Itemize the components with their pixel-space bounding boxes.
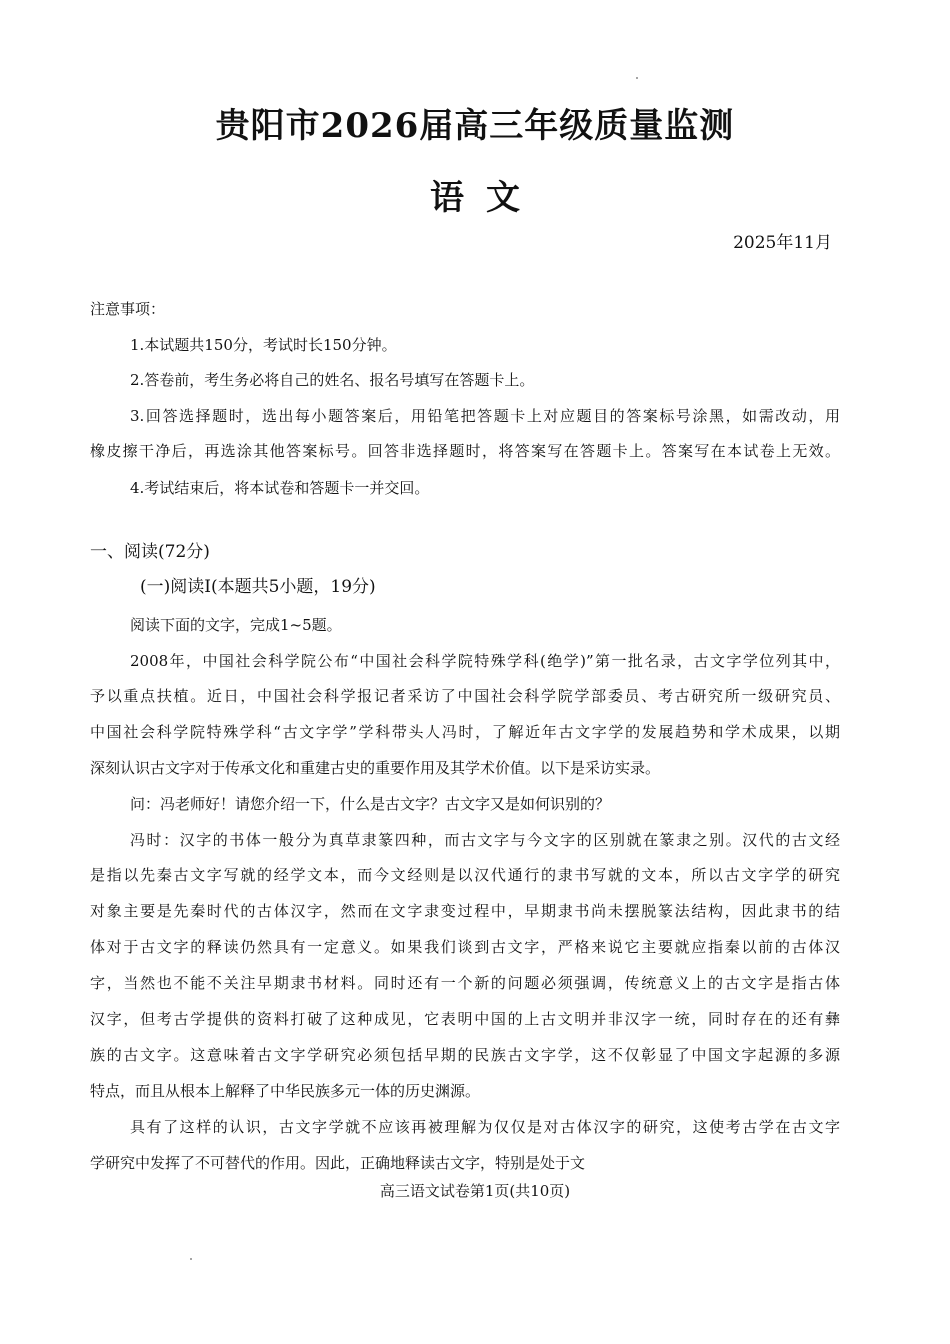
interview-answer-line-4: 体对于古文字的释读仍然具有一定意义。如果我们谈到古文字，严格来说它主要就应指秦以前的古体汉 — [90, 938, 840, 956]
passage-p1-line-3: 中国社会科学院特殊学科“古文字学”学科带头人冯时，了解近年古文字学的发展趋势和学术成果，以期 — [90, 723, 840, 741]
scan-speck-bottom — [190, 1258, 192, 1260]
passage-p2-line-1: 具有了这样的认识，古文字学就不应该再被理解为仅仅是对古体汉字的研究，这使考古学在古文字 — [130, 1118, 840, 1136]
notice-item-2: 2.答卷前，考生务必将自己的姓名、报名号填写在答题卡上。 — [130, 371, 535, 389]
section-heading: 一、阅读(72分) — [90, 542, 210, 562]
interview-answer-line-7: 族的古文字。这意味着古文字学研究必须包括早期的民族古文字学，这不仅彰显了中国文字起源的多源 — [90, 1046, 840, 1064]
exam-date: 2025年11月 — [733, 233, 832, 253]
interview-answer-line-2: 是指以先秦古文字写就的经学文本，而今文经则是以汉代通行的隶书写就的文本，所以古文字学的研究 — [90, 866, 840, 884]
notice-item-3-line-1: 3.回答选择题时，选出每小题答案后，用铅笔把答题卡上对应题目的答案标号涂黑，如需改动，用 — [130, 407, 840, 425]
interview-question-1: 问：冯老师好！请您介绍一下，什么是古文字？古文字又是如何识别的？ — [130, 795, 611, 813]
passage-p1-line-4: 深刻认识古文字对于传承文化和重建古史的重要作用及其学术价值。以下是采访实录。 — [90, 759, 661, 777]
exam-title: 贵阳市2026届高三年级质量监测 — [215, 106, 735, 146]
notice-item-4: 4.考试结束后，将本试卷和答题卡一并交回。 — [130, 479, 430, 497]
reading-instruction: 阅读下面的文字，完成1~5题。 — [130, 616, 342, 634]
interview-answer-line-3: 对象主要是先秦时代的古体汉字，然而在文字隶变过程中，早期隶书尚未摆脱篆法结构，因此隶书的结 — [90, 902, 840, 920]
interview-answer-line-8: 特点，而且从根本上解释了中华民族多元一体的历史渊源。 — [90, 1082, 481, 1100]
notice-heading: 注意事项： — [90, 300, 166, 318]
section-subheading: (一)阅读Ⅰ(本题共5小题，19分) — [140, 577, 376, 597]
interview-answer-line-5: 字，当然也不能不关注早期隶书材料。同时还有一个新的问题必须强调，传统意义上的古文字是指古体 — [90, 974, 840, 992]
scan-speck-top — [636, 77, 638, 79]
notice-item-1: 1.本试题共150分，考试时长150分钟。 — [130, 336, 397, 354]
notice-item-3-line-2: 橡皮擦干净后，再选涂其他答案标号。回答非选择题时，将答案写在答题卡上。答案写在本试卷上无效。 — [90, 442, 840, 460]
page-footer: 高三语文试卷第1页(共10页) — [379, 1182, 571, 1200]
passage-p2-line-2: 学研究中发挥了不可替代的作用。因此，正确地释读古文字，特别是处于文 — [90, 1154, 586, 1172]
passage-p1-line-1: 2008年，中国社会科学院公布“中国社会科学院特殊学科(绝学)”第一批名录，古文字学位列其中， — [130, 652, 840, 670]
interview-answer-line-6: 汉字，但考古学提供的资料打破了这种成见，它表明中国的上古文明并非汉字一统，同时存在的还有彝 — [90, 1010, 840, 1028]
passage-p1-line-2: 予以重点扶植。近日，中国社会科学报记者采访了中国社会科学院学部委员、考古研究所一级研究员、 — [90, 687, 840, 705]
interview-answer-line-1: 冯时：汉字的书体一般分为真草隶篆四种，而古文字与今文字的区别就在篆隶之别。汉代的古文经 — [130, 831, 840, 849]
subject-title: 语文 — [430, 178, 542, 218]
